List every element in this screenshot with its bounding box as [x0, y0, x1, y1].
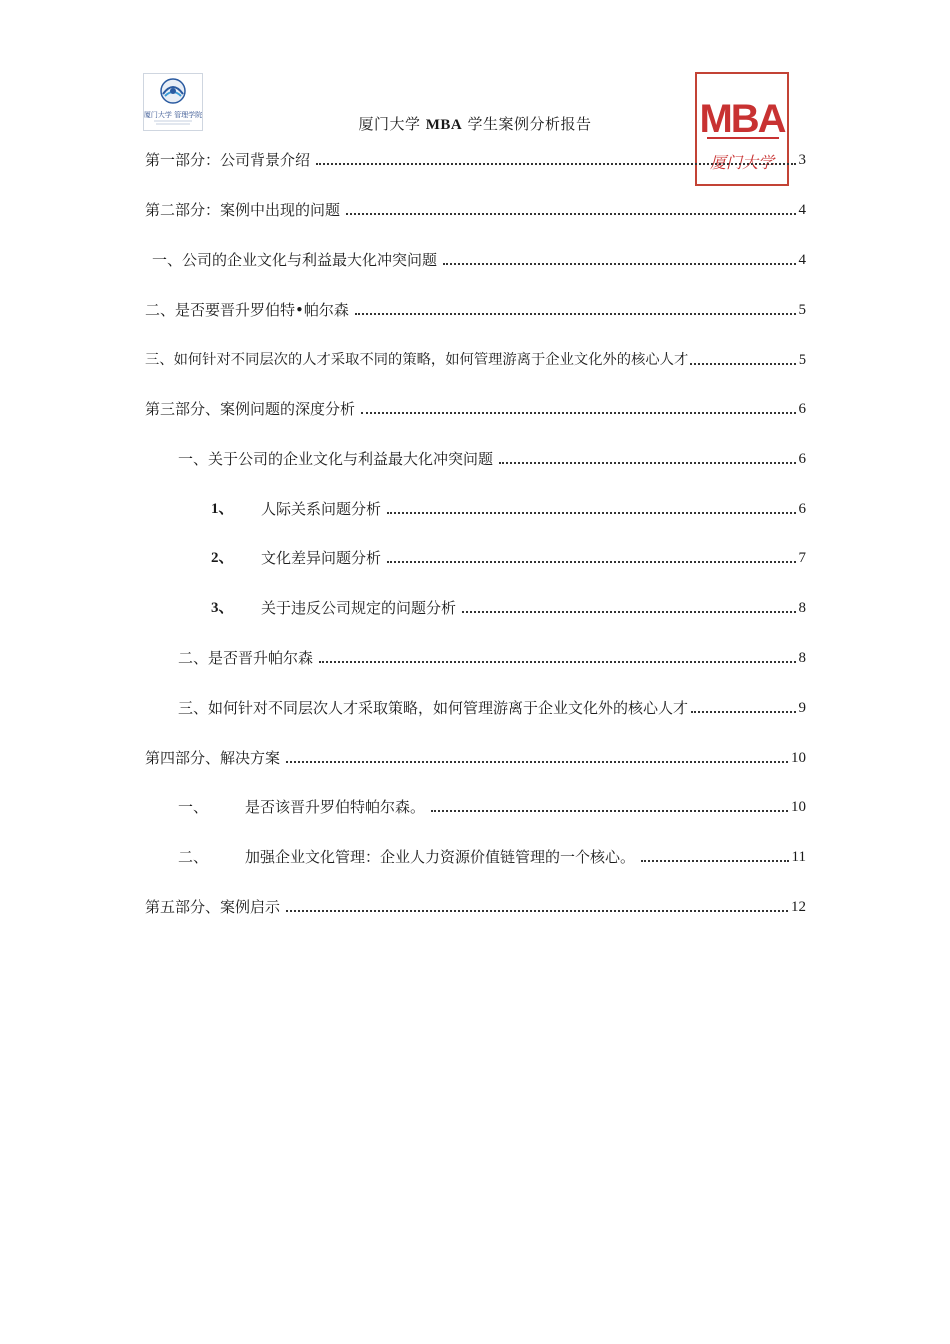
- toc-entry[interactable]: [145, 896, 806, 918]
- toc-entry-page: 6: [798, 451, 806, 467]
- toc-entry-page: 5: [798, 302, 806, 318]
- toc-entry[interactable]: [211, 597, 806, 619]
- toc-leader: [286, 761, 788, 763]
- toc-entry[interactable]: [178, 647, 806, 669]
- toc-entry-page: 10: [791, 750, 806, 766]
- title-prefix: 厦门大学: [358, 115, 421, 133]
- toc-entry-page: 4: [798, 252, 806, 268]
- toc-entry[interactable]: [211, 547, 806, 569]
- toc-leader: [286, 910, 788, 912]
- toc-leader: [361, 412, 795, 414]
- toc-entry-page: 3: [798, 152, 806, 168]
- toc-entry-label: 是否该晋升罗伯特帕尔森。: [245, 798, 426, 816]
- toc-leader: [691, 711, 795, 713]
- left-logo-caption: 厦门大学 管理学院: [144, 111, 202, 119]
- toc-entry-page: 9: [798, 700, 806, 716]
- toc-entry-page: 6: [798, 501, 806, 517]
- toc-leader: [499, 462, 795, 464]
- toc-entry-page: 11: [791, 849, 806, 865]
- toc-entry[interactable]: [145, 747, 806, 769]
- toc-leader: [690, 363, 796, 365]
- toc-entry-page: 4: [798, 202, 806, 218]
- toc-leader: [319, 661, 795, 663]
- toc-entry-number: 一、: [178, 798, 209, 816]
- toc-entry-label: 一、关于公司的企业文化与利益最大化冲突问题: [178, 450, 494, 468]
- toc-entry-page: 7: [798, 550, 806, 566]
- toc-leader: [387, 512, 795, 514]
- toc-leader: [316, 163, 795, 165]
- toc-entry-label: 文化差异问题分析: [261, 549, 382, 567]
- toc-entry-label: 第五部分、案例启示: [145, 898, 281, 916]
- toc-entry[interactable]: [145, 349, 806, 371]
- toc-entry[interactable]: [145, 398, 806, 420]
- toc-entry[interactable]: [145, 149, 806, 171]
- toc-leader: [462, 611, 795, 613]
- toc-entry-number: 1、: [211, 501, 234, 517]
- toc-entry[interactable]: [178, 448, 806, 470]
- toc-entry-label: 加强企业文化管理：企业人力资源价值链管理的一个核心。: [245, 848, 636, 866]
- toc-entry-number: 3、: [211, 600, 234, 616]
- toc-leader: [641, 860, 789, 862]
- title-mba: MBA: [425, 117, 463, 133]
- toc-entry[interactable]: [178, 846, 806, 868]
- toc-leader: [387, 561, 795, 563]
- toc-entry[interactable]: [145, 199, 806, 221]
- toc-entry[interactable]: [152, 249, 806, 271]
- toc-entry-page: 8: [798, 650, 806, 666]
- page-title: [0, 113, 950, 134]
- toc-leader: [443, 263, 795, 265]
- toc-entry-label: 第三部分、案例问题的深度分析: [145, 400, 356, 418]
- toc-entry-label: 第四部分、解决方案: [145, 749, 281, 767]
- toc-entry[interactable]: [145, 299, 806, 321]
- toc-entry-label: 第一部分：公司背景介绍: [145, 151, 311, 169]
- toc-entry-page: 6: [798, 401, 806, 417]
- toc-leader: [346, 213, 795, 215]
- toc-entry-label: 三、如何针对不同层次人才采取策略，如何管理游离于企业文化外的核心人才: [178, 699, 689, 717]
- toc-entry-page: 5: [798, 352, 806, 368]
- toc-entry[interactable]: [178, 697, 806, 719]
- toc-entry-label: 二、是否要晋升罗伯特•帕尔森: [145, 301, 349, 319]
- toc-entry-label: 二、是否晋升帕尔森: [178, 649, 314, 667]
- toc-entry-page: 10: [791, 799, 806, 815]
- toc-entry-label: 关于违反公司规定的问题分析: [261, 599, 457, 617]
- title-suffix: 学生案例分析报告: [467, 115, 592, 133]
- mba-stamp-text: MBA: [699, 97, 785, 141]
- mba-stamp-script: 厦门大学: [709, 153, 775, 172]
- toc-entry-page: 12: [791, 899, 806, 915]
- toc-entry-number: 2、: [211, 550, 234, 566]
- toc-entry-label: 第二部分：案例中出现的问题: [145, 201, 341, 219]
- toc-entry-number: 二、: [178, 848, 209, 866]
- toc-entry-label: 一、公司的企业文化与利益最大化冲突问题: [152, 251, 438, 269]
- toc-entry[interactable]: [211, 498, 806, 520]
- toc-entry-label: 人际关系问题分析: [261, 500, 382, 518]
- toc-entry[interactable]: [178, 796, 806, 818]
- toc-leader: [355, 313, 796, 315]
- toc-leader: [431, 810, 788, 812]
- toc-entry-page: 8: [798, 600, 806, 616]
- toc-entry-label: 三、如何针对不同层次的人才采取不同的策略，如何管理游离于企业文化外的核心人才: [145, 352, 689, 368]
